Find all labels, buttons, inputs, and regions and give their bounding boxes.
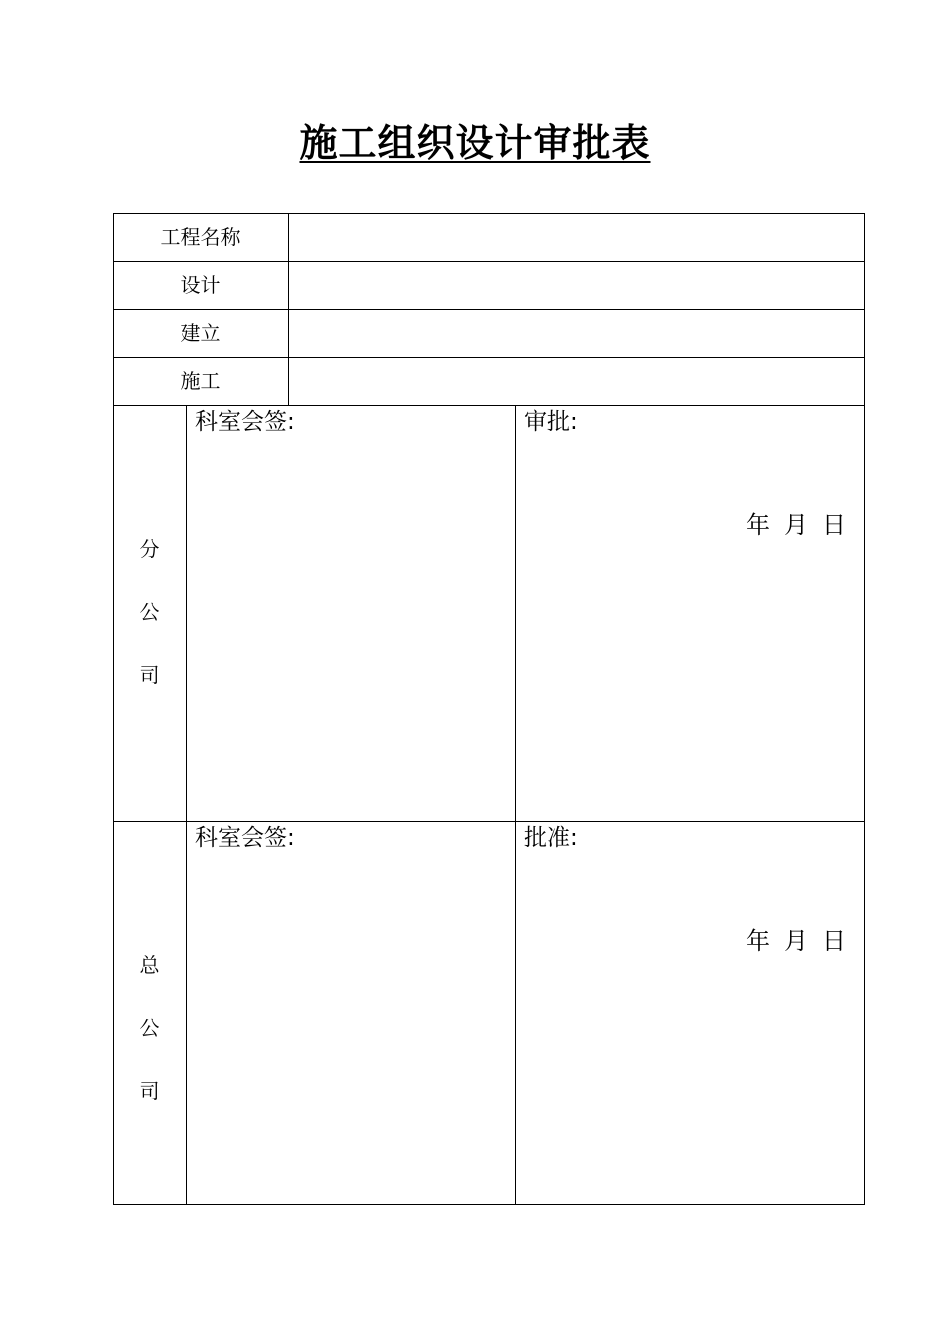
side-label-char: 司 bbox=[139, 1079, 160, 1103]
design-field[interactable] bbox=[289, 262, 864, 308]
build-field[interactable] bbox=[289, 310, 864, 356]
branch-approval-heading: 审批: bbox=[524, 409, 578, 435]
branch-approval-date bbox=[746, 510, 846, 540]
side-label-char: 总 bbox=[139, 953, 160, 977]
project-name-label: 工程名称 bbox=[160, 225, 241, 249]
approval-form-table bbox=[113, 213, 865, 1205]
side-label-char: 分 bbox=[139, 537, 160, 561]
design-label: 设计 bbox=[180, 273, 221, 297]
date-month: 月 bbox=[784, 511, 808, 539]
date-day: 日 bbox=[822, 511, 846, 539]
head-company-label bbox=[113, 934, 186, 1123]
section-divider bbox=[113, 821, 865, 822]
date-year: 年 bbox=[746, 927, 770, 955]
form-title bbox=[0, 118, 950, 168]
date-month: 月 bbox=[784, 927, 808, 955]
project-name-field[interactable] bbox=[289, 214, 864, 260]
side-label-char: 公 bbox=[139, 600, 160, 624]
approval-column-divider bbox=[515, 405, 516, 1205]
head-ratify-heading: 批准: bbox=[524, 825, 578, 851]
side-label-divider bbox=[186, 405, 187, 1205]
construction-label: 施工 bbox=[180, 369, 221, 393]
date-year: 年 bbox=[746, 511, 770, 539]
row-divider bbox=[113, 405, 865, 406]
build-label: 建立 bbox=[180, 321, 221, 345]
head-ratify-date bbox=[746, 926, 846, 956]
side-label-char: 公 bbox=[139, 1016, 160, 1040]
head-dept-countersign-heading: 科室会签: bbox=[195, 825, 295, 851]
form-title-text: 施工组织设计审批表 bbox=[299, 121, 651, 165]
table-border-right bbox=[864, 213, 865, 1205]
table-border-bottom bbox=[113, 1204, 865, 1205]
branch-company-label bbox=[113, 518, 186, 707]
side-label-char: 司 bbox=[139, 663, 160, 687]
construction-field[interactable] bbox=[289, 358, 864, 404]
branch-dept-countersign-heading: 科室会签: bbox=[195, 409, 295, 435]
date-day: 日 bbox=[822, 927, 846, 955]
